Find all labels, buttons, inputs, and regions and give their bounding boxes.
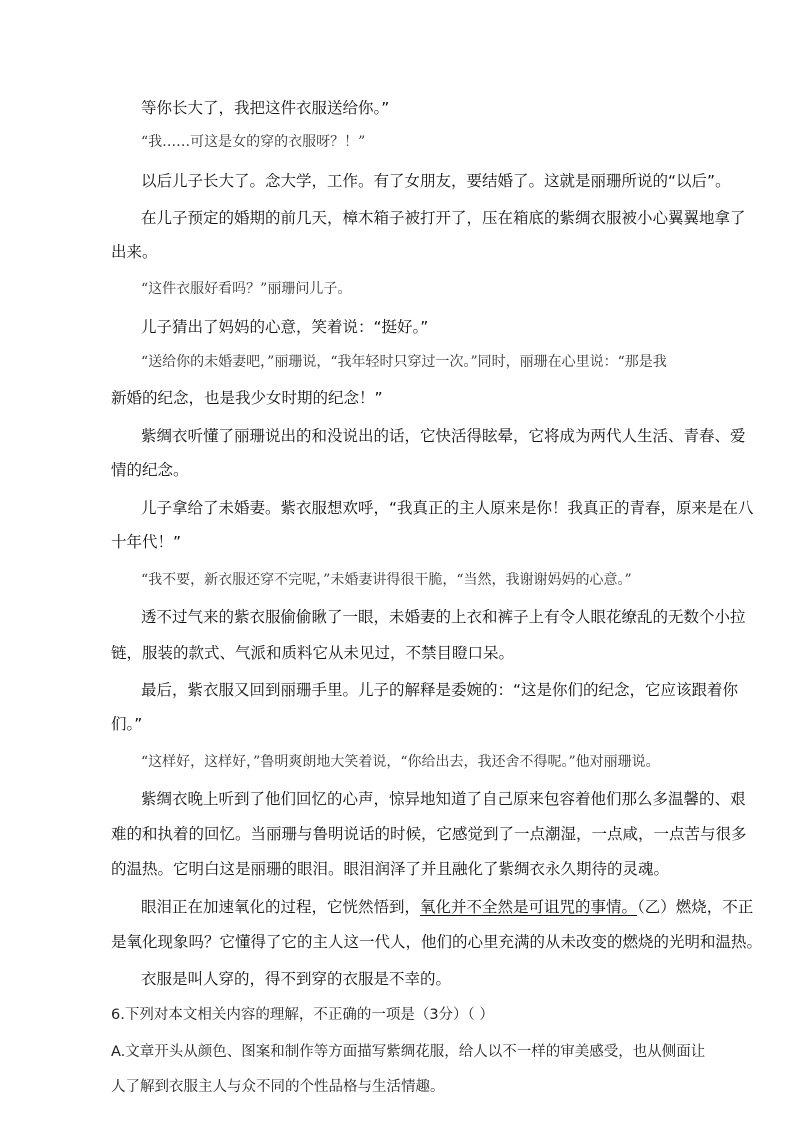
paragraph-line: 紫绸衣晚上听到了他们回忆的心声，惊异地知道了自己原来包容着他们那么多温馨的、艰 [141,790,746,808]
option-a-line: A.文章开头从颜色、图案和制作等方面描写紫绸花服，给人以不一样的审美感受，也从侧面让 [111,1044,706,1060]
paragraph-line: 新婚的纪念，也是我少女时期的纪念！” [111,389,383,407]
paragraph-line: 情的纪念。 [111,461,189,479]
underlined-sentence-yi: 氧化并不全然是可诅咒的事情。 [420,898,638,916]
paragraph-line: 衣服是叫人穿的，得不到穿的衣服是不幸的。 [141,970,452,988]
paragraph-line [141,896,754,918]
paragraph-line: 的温热。它明白这是丽珊的眼泪。眼泪润泽了并且融化了紫绸衣永久期待的灵魂。 [111,860,670,878]
option-a-line: 人了解到衣服主人与众不同的个性品格与生活情趣。 [111,1079,445,1095]
paragraph-line: 透不过气来的紫衣服偷偷瞅了一眼，未婚妻的上衣和裤子上有令人眼花缭乱的无数个小拉 [141,608,746,626]
paragraph-line: 紫绸衣听懂了丽珊说出的和没说出的话，它快活得眩晕，它将成为两代人生活、青春、爱 [141,427,746,445]
text-run: （乙）燃烧，不正 [637,898,754,916]
paragraph-line: 出来。 [111,243,158,261]
paragraph-line: 十年代！” [111,533,182,551]
paragraph-line: “送给你的未婚妻吧，”丽珊说，“我年轻时只穿过一次。”同时，丽珊在心里说：“那是我 [141,354,667,370]
paragraph-line: 链，服装的款式、气派和质料它从未见过，不禁目瞪口呆。 [111,644,515,662]
paragraph-line: 儿子拿给了未婚妻。紫衣服想欢呼，“我真正的主人原来是你！我真正的青春，原来是在八 [141,499,754,517]
paragraph-line: “我不要，新衣服还穿不完呢，”未婚妻讲得很干脆，“当然，我谢谢妈妈的心意。” [141,572,632,588]
paragraph-line: 们。” [111,715,143,733]
paragraph-line: 在儿子预定的婚期的前几天，樟木箱子被打开了，压在箱底的紫绸衣服被小心翼翼地拿了 [141,209,746,227]
paragraph-line: “这件衣服好看吗？”丽珊问儿子。 [141,281,352,297]
paragraph-line: “我……可这是女的穿的衣服呀？！” [141,134,366,150]
paragraph-line: “这样好，这样好，”鲁明爽朗地大笑着说，“你给出去，我还舍不得呢。”他对丽珊说。 [141,754,660,770]
question-stem: 6.下列对本文相关内容的理解，不正确的一项是（3分）（ ） [111,1007,494,1023]
text-run: 眼泪正在加速氧化的过程，它恍然悟到， [141,898,421,916]
paragraph-line: 儿子猜出了妈妈的心意，笑着说：“挺好。” [141,318,429,336]
paragraph-line: 是氧化现象吗？它懂得了它的主人这一代人，他们的心里充满的从未改变的燃烧的光明和温热。 [111,933,763,951]
paragraph-line: 等你长大了，我把这件衣服送给你。” [141,99,390,117]
paragraph-line: 最后，紫衣服又回到丽珊手里。儿子的解释是委婉的：“这是你们的纪念，它应该跟着你 [141,681,739,699]
paragraph-line: 以后儿子长大了。念大学，工作。有了女朋友，要结婚了。这就是丽珊所说的“以后”。 [141,172,731,190]
paragraph-line: 难的和执着的回忆。当丽珊与鲁明说话的时候，它感觉到了一点潮湿，一点咸，一点苦与很多 [111,825,747,843]
